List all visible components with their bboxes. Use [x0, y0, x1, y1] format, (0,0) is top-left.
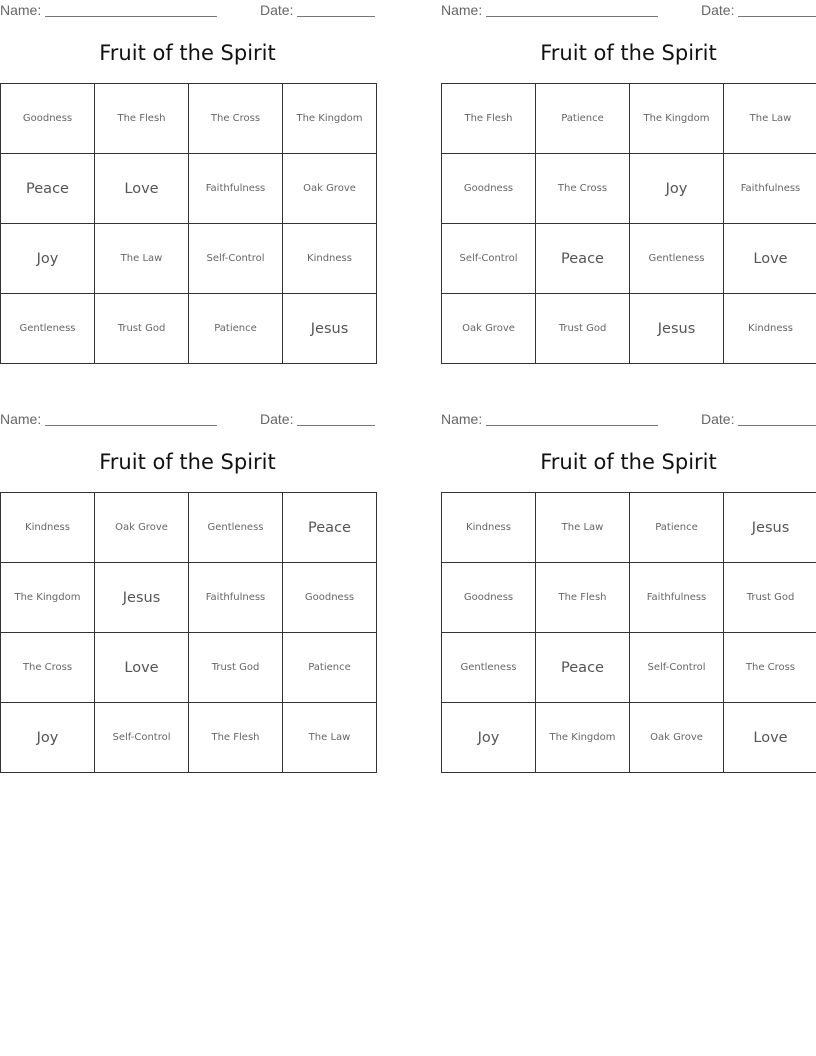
grid-cell: Love [95, 633, 189, 703]
grid-cell: Goodness [1, 84, 95, 154]
date-blank-line [738, 425, 816, 426]
date-blank-line [738, 16, 816, 17]
grid-cell: Kindness [283, 224, 377, 294]
card-title: Fruit of the Spirit [99, 41, 276, 65]
bingo-grid [441, 83, 816, 364]
grid-cell: Gentleness [630, 224, 724, 294]
name-blank-line [45, 425, 217, 426]
grid-cell: Kindness [442, 493, 536, 563]
grid-cell: Peace [283, 493, 377, 563]
card-header [0, 411, 375, 429]
grid-cell: Gentleness [1, 294, 95, 364]
grid-cell: Faithfulness [189, 563, 283, 633]
card-header [0, 2, 375, 20]
date-label: Date: [701, 2, 735, 18]
date-label: Date: [701, 411, 735, 427]
bingo-grid [441, 492, 816, 773]
grid-cell: The Law [283, 703, 377, 773]
grid-cell: Self-Control [189, 224, 283, 294]
grid-cell: Faithfulness [630, 563, 724, 633]
grid-row [442, 493, 816, 563]
grid-row [442, 703, 816, 773]
name-blank-line [486, 16, 658, 17]
grid-row [1, 493, 377, 563]
grid-cell: The Flesh [536, 563, 630, 633]
grid-cell: Goodness [442, 154, 536, 224]
grid-cell: Jesus [630, 294, 724, 364]
name-label: Name: [441, 2, 483, 18]
grid-cell: Joy [1, 224, 95, 294]
grid-cell: The Cross [189, 84, 283, 154]
grid-cell: Oak Grove [630, 703, 724, 773]
grid-cell: Joy [1, 703, 95, 773]
name-label: Name: [0, 2, 42, 18]
grid-cell: The Flesh [442, 84, 536, 154]
grid-cell: Love [724, 703, 816, 773]
grid-cell: Goodness [442, 563, 536, 633]
grid-cell: Jesus [724, 493, 816, 563]
grid-row [442, 563, 816, 633]
grid-row [442, 84, 816, 154]
date-label: Date: [260, 411, 294, 427]
grid-row [1, 154, 377, 224]
name-blank-line [45, 16, 217, 17]
grid-cell: The Kingdom [630, 84, 724, 154]
grid-cell: Patience [283, 633, 377, 703]
grid-cell: The Kingdom [283, 84, 377, 154]
grid-cell: The Flesh [95, 84, 189, 154]
grid-cell: The Law [724, 84, 816, 154]
grid-cell: Oak Grove [283, 154, 377, 224]
grid-cell: Oak Grove [95, 493, 189, 563]
bingo-grid [0, 492, 377, 773]
grid-cell: Peace [536, 633, 630, 703]
grid-cell: The Flesh [189, 703, 283, 773]
grid-cell: Jesus [283, 294, 377, 364]
grid-cell: Love [95, 154, 189, 224]
grid-cell: Love [724, 224, 816, 294]
grid-row [442, 294, 816, 364]
grid-row [1, 703, 377, 773]
grid-cell: Kindness [1, 493, 95, 563]
grid-cell: The Cross [724, 633, 816, 703]
grid-row [1, 84, 377, 154]
grid-cell: Joy [442, 703, 536, 773]
grid-row [442, 633, 816, 703]
grid-cell: Gentleness [189, 493, 283, 563]
card-title: Fruit of the Spirit [540, 450, 717, 474]
grid-cell: Oak Grove [442, 294, 536, 364]
grid-cell: Peace [1, 154, 95, 224]
grid-cell: Kindness [724, 294, 816, 364]
grid-row [1, 563, 377, 633]
grid-cell: The Cross [1, 633, 95, 703]
grid-row [442, 224, 816, 294]
date-label: Date: [260, 2, 294, 18]
name-label: Name: [441, 411, 483, 427]
grid-cell: Trust God [536, 294, 630, 364]
grid-cell: Joy [630, 154, 724, 224]
grid-cell: Faithfulness [189, 154, 283, 224]
grid-cell: Trust God [189, 633, 283, 703]
name-blank-line [486, 425, 658, 426]
grid-cell: The Law [95, 224, 189, 294]
grid-cell: The Cross [536, 154, 630, 224]
grid-cell: Peace [536, 224, 630, 294]
grid-cell: Trust God [724, 563, 816, 633]
grid-cell: The Kingdom [1, 563, 95, 633]
grid-row [1, 633, 377, 703]
card-title: Fruit of the Spirit [99, 450, 276, 474]
grid-cell: Goodness [283, 563, 377, 633]
grid-cell: Patience [189, 294, 283, 364]
grid-row [1, 224, 377, 294]
name-label: Name: [0, 411, 42, 427]
date-blank-line [297, 425, 375, 426]
grid-cell: Gentleness [442, 633, 536, 703]
card-header [441, 2, 816, 20]
grid-cell: Jesus [95, 563, 189, 633]
card-title: Fruit of the Spirit [540, 41, 717, 65]
grid-cell: Self-Control [630, 633, 724, 703]
grid-cell: Self-Control [442, 224, 536, 294]
grid-cell: Patience [630, 493, 724, 563]
grid-cell: Trust God [95, 294, 189, 364]
bingo-grid [0, 83, 377, 364]
card-header [441, 411, 816, 429]
date-blank-line [297, 16, 375, 17]
grid-cell: Faithfulness [724, 154, 816, 224]
grid-cell: The Kingdom [536, 703, 630, 773]
grid-row [442, 154, 816, 224]
grid-cell: The Law [536, 493, 630, 563]
grid-row [1, 294, 377, 364]
grid-cell: Patience [536, 84, 630, 154]
grid-cell: Self-Control [95, 703, 189, 773]
